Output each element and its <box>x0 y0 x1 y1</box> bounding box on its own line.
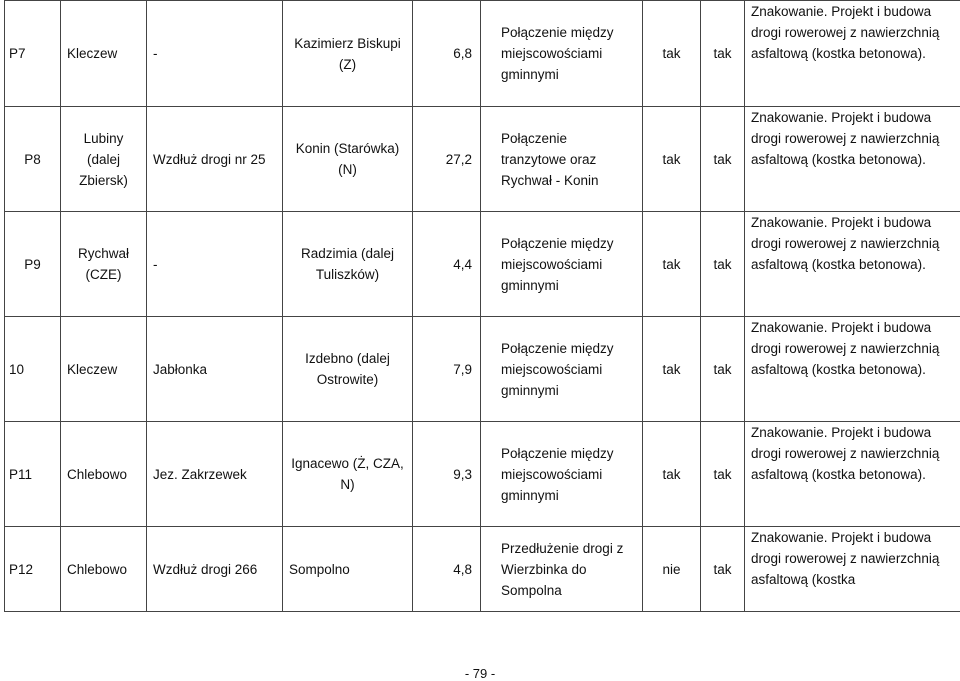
route-via-cell: Jabłonka <box>147 317 283 422</box>
route-flag-a-cell: tak <box>643 107 701 212</box>
route-flag-b-cell: tak <box>701 1 745 107</box>
route-via-cell: Wzdłuż drogi nr 25 <box>147 107 283 212</box>
route-remarks-cell: Znakowanie. Projekt i budowa drogi rowerowej z nawierzchnią asfaltową (kostka betonowa). <box>745 317 960 422</box>
route-length-cell: 4,8 <box>413 527 481 612</box>
route-length-cell: 6,8 <box>413 1 481 107</box>
route-length-cell: 27,2 <box>413 107 481 212</box>
table-row <box>5 107 960 212</box>
route-flag-a-cell: tak <box>643 212 701 317</box>
route-via-cell: Jez. Zakrzewek <box>147 422 283 527</box>
route-flag-b-cell: tak <box>701 317 745 422</box>
page-number: - 79 - <box>0 666 960 681</box>
routes-table <box>4 0 960 612</box>
route-start-cell: Lubiny (dalej Zbiersk) <box>61 107 147 212</box>
route-end-cell: Sompolno <box>283 527 413 612</box>
route-remarks-cell: Znakowanie. Projekt i budowa drogi rowerowej z nawierzchnią asfaltową (kostka betonowa). <box>745 107 960 212</box>
route-via-cell: - <box>147 212 283 317</box>
route-end-cell: Konin (Starówka) (N) <box>283 107 413 212</box>
route-start-cell: Chlebowo <box>61 422 147 527</box>
route-flag-a-cell: tak <box>643 422 701 527</box>
route-remarks-cell: Znakowanie. Projekt i budowa drogi rowerowej z nawierzchnią asfaltową (kostka betonowa). <box>745 1 960 107</box>
route-flag-a-cell: tak <box>643 1 701 107</box>
route-id-cell: P9 <box>5 212 61 317</box>
route-length-cell: 9,3 <box>413 422 481 527</box>
route-length-cell: 4,4 <box>413 212 481 317</box>
route-start-cell: Kleczew <box>61 1 147 107</box>
route-flag-b-cell: tak <box>701 212 745 317</box>
route-id-cell: 10 <box>5 317 61 422</box>
route-end-cell: Radzimia (dalej Tuliszków) <box>283 212 413 317</box>
route-description-cell: Przedłużenie drogi z Wierzbinka do Sompolna <box>481 527 643 612</box>
route-start-cell: Rychwał (CZE) <box>61 212 147 317</box>
route-length-cell: 7,9 <box>413 317 481 422</box>
route-description-cell: Połączenie tranzytowe oraz Rychwał - Konin <box>481 107 643 212</box>
route-end-cell: Kazimierz Biskupi (Z) <box>283 1 413 107</box>
table-row <box>5 527 960 612</box>
route-start-cell: Chlebowo <box>61 527 147 612</box>
route-id-cell: P11 <box>5 422 61 527</box>
route-description-cell: Połączenie między miejscowościami gminnymi <box>481 1 643 107</box>
route-flag-b-cell: tak <box>701 107 745 212</box>
route-via-cell: - <box>147 1 283 107</box>
route-id-cell: P8 <box>5 107 61 212</box>
route-remarks-cell: Znakowanie. Projekt i budowa drogi rowerowej z nawierzchnią asfaltową (kostka <box>745 527 960 612</box>
route-end-cell: Ignacewo (Ż, CZA, N) <box>283 422 413 527</box>
route-flag-a-cell: nie <box>643 527 701 612</box>
table-row <box>5 1 960 107</box>
table-row <box>5 422 960 527</box>
route-description-cell: Połączenie między miejscowościami gminnymi <box>481 422 643 527</box>
route-flag-a-cell: tak <box>643 317 701 422</box>
table-row <box>5 317 960 422</box>
route-id-cell: P12 <box>5 527 61 612</box>
table-row <box>5 212 960 317</box>
route-flag-b-cell: tak <box>701 527 745 612</box>
route-id-cell: P7 <box>5 1 61 107</box>
route-end-cell: Izdebno (dalej Ostrowite) <box>283 317 413 422</box>
route-start-cell: Kleczew <box>61 317 147 422</box>
route-remarks-cell: Znakowanie. Projekt i budowa drogi rowerowej z nawierzchnią asfaltową (kostka betonowa). <box>745 422 960 527</box>
route-remarks-cell: Znakowanie. Projekt i budowa drogi rowerowej z nawierzchnią asfaltową (kostka betonowa). <box>745 212 960 317</box>
route-description-cell: Połączenie między miejscowościami gminnymi <box>481 212 643 317</box>
route-flag-b-cell: tak <box>701 422 745 527</box>
route-description-cell: Połączenie między miejscowościami gminnymi <box>481 317 643 422</box>
route-via-cell: Wzdłuż drogi 266 <box>147 527 283 612</box>
